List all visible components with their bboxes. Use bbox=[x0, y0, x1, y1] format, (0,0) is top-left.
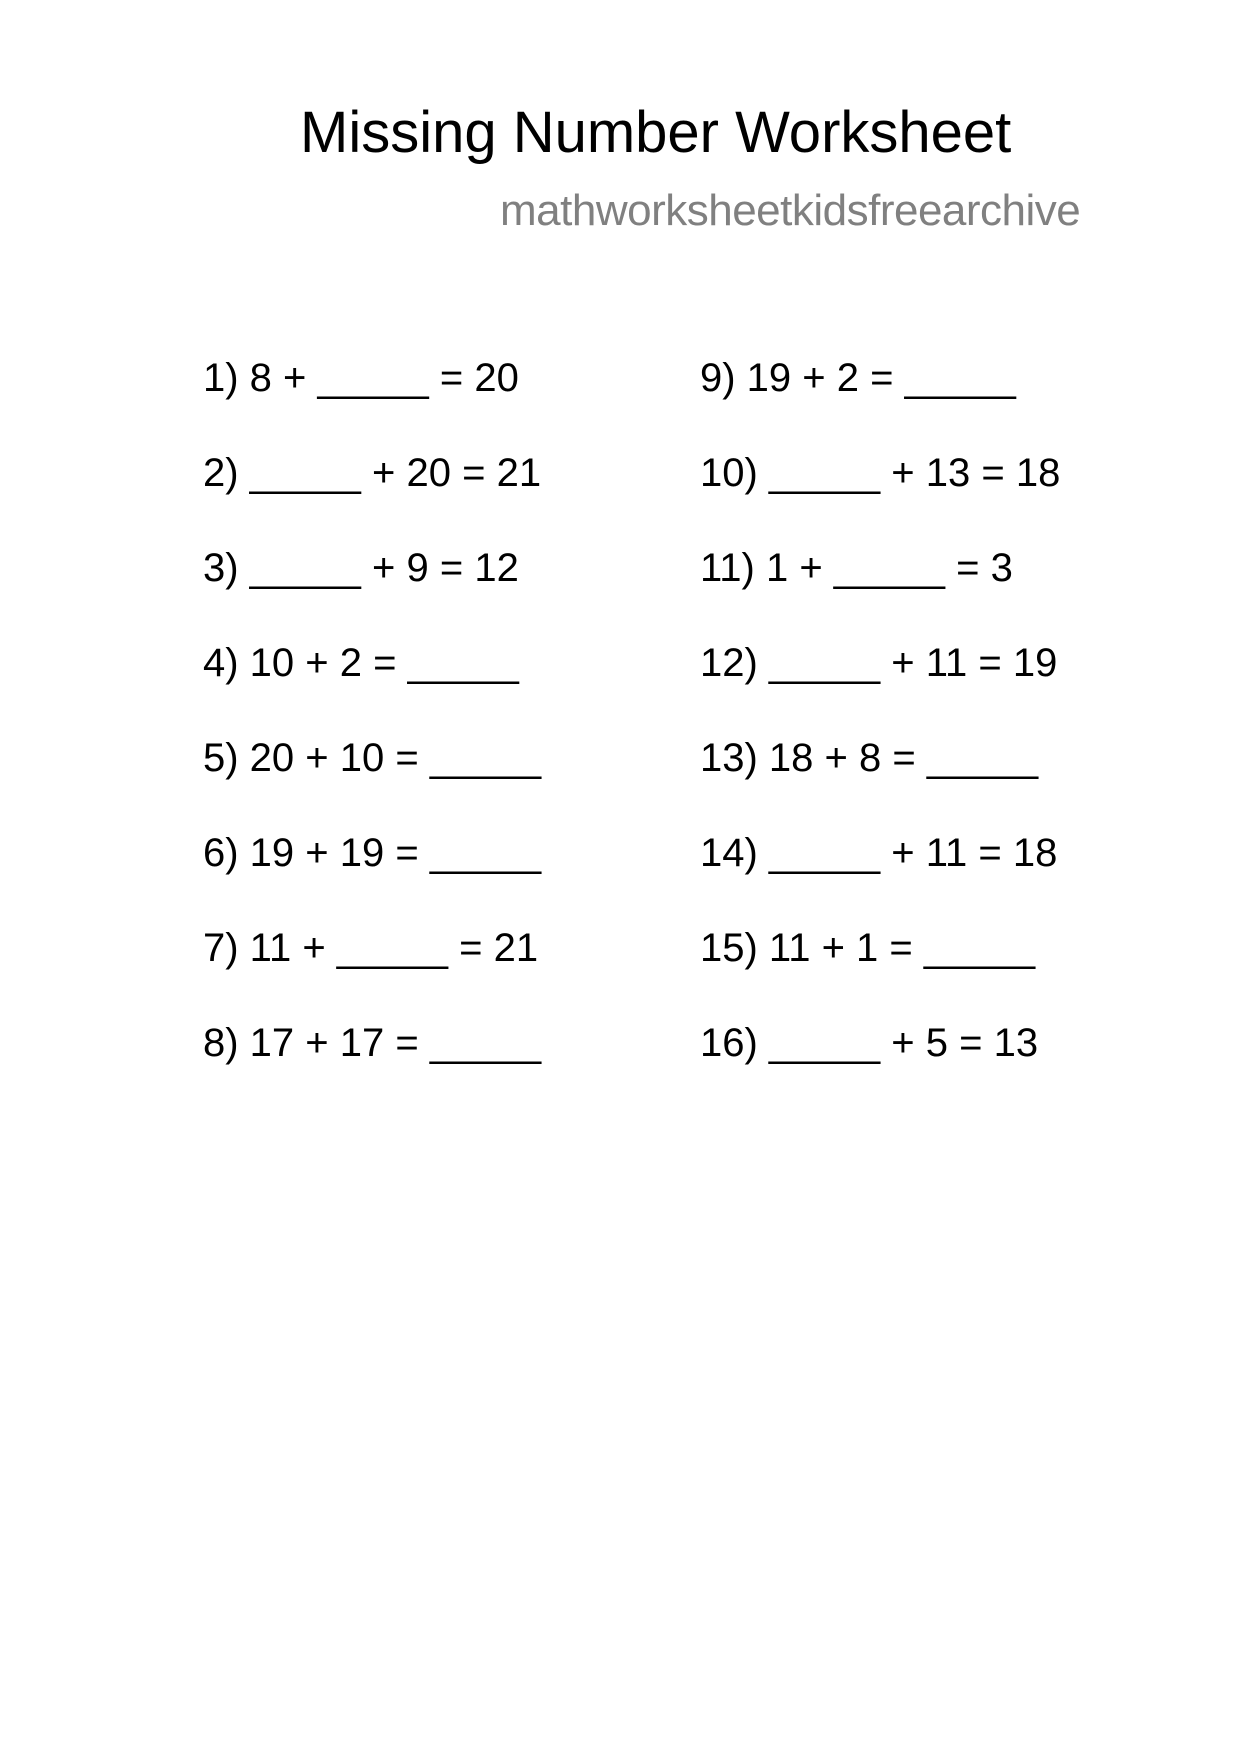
problem-12: 12) _____ + 11 = 19 bbox=[700, 641, 1058, 685]
problem-16: 16) _____ + 5 = 13 bbox=[700, 1021, 1039, 1065]
problem-5: 5) 20 + 10 = _____ bbox=[203, 736, 542, 780]
source-subtitle: mathworksheetkidsfreearchive bbox=[500, 186, 1081, 235]
problem-7: 7) 11 + _____ = 21 bbox=[203, 926, 539, 970]
problem-10: 10) _____ + 13 = 18 bbox=[700, 451, 1061, 495]
problem-6: 6) 19 + 19 = _____ bbox=[203, 831, 542, 875]
problem-2: 2) _____ + 20 = 21 bbox=[203, 451, 542, 495]
problem-13: 13) 18 + 8 = _____ bbox=[700, 736, 1039, 780]
problem-8: 8) 17 + 17 = _____ bbox=[203, 1021, 542, 1065]
problem-1: 1) 8 + _____ = 20 bbox=[203, 356, 519, 400]
problem-14: 14) _____ + 11 = 18 bbox=[700, 831, 1058, 875]
problem-3: 3) _____ + 9 = 12 bbox=[203, 546, 519, 590]
problem-9: 9) 19 + 2 = _____ bbox=[700, 356, 1016, 400]
problem-4: 4) 10 + 2 = _____ bbox=[203, 641, 519, 685]
problem-11: 11) 1 + _____ = 3 bbox=[700, 546, 1013, 590]
problem-15: 15) 11 + 1 = _____ bbox=[700, 926, 1036, 970]
page-title: Missing Number Worksheet bbox=[300, 100, 1012, 165]
